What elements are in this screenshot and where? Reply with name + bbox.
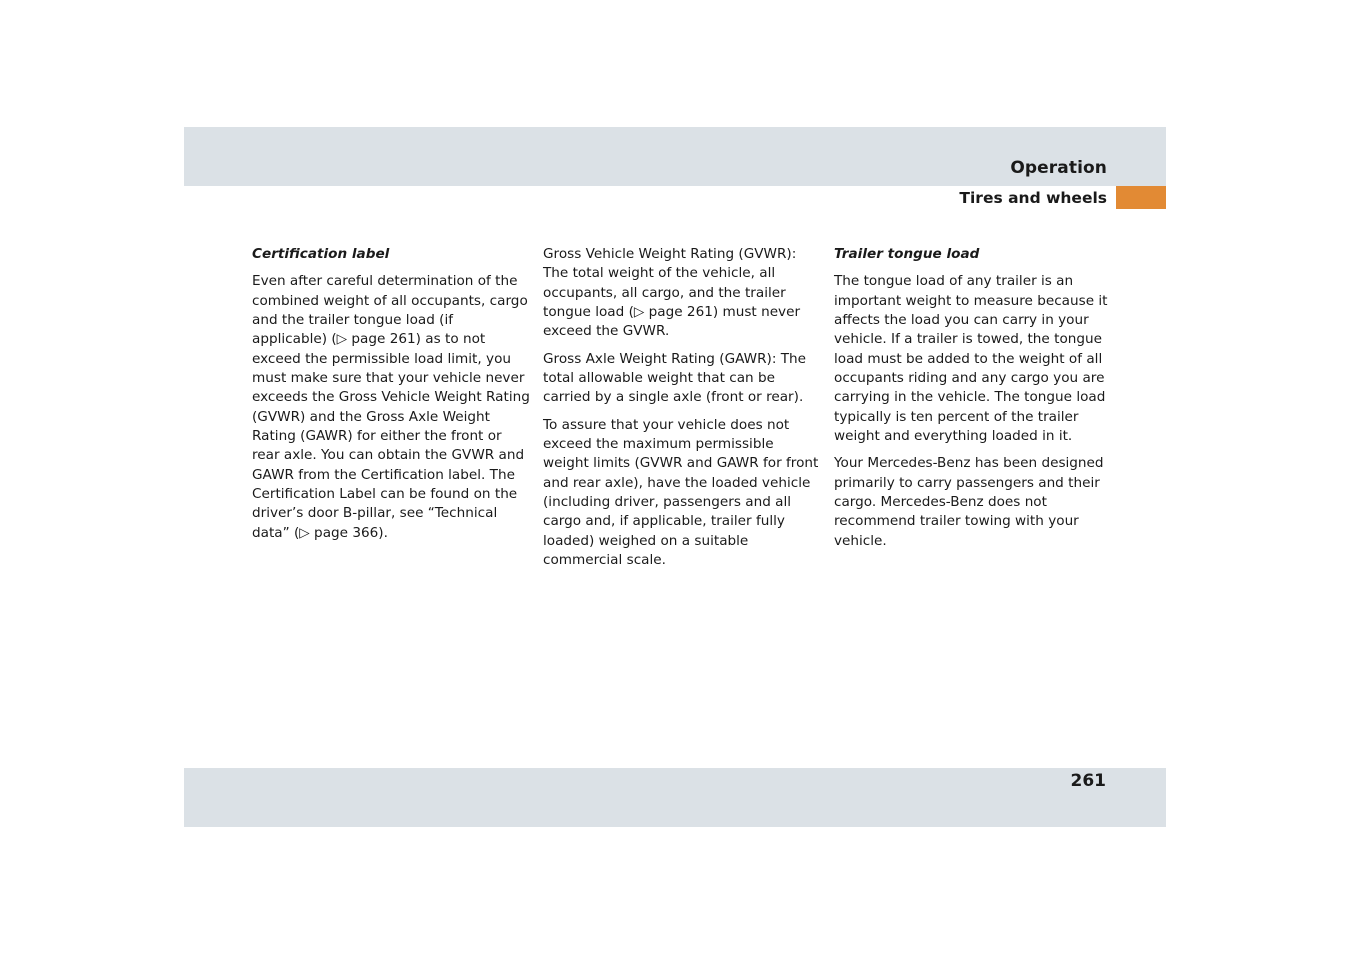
section-tab-marker [1116,186,1166,209]
page-number: 261 [1070,771,1106,791]
column-heading: Certification label [252,246,390,262]
column-heading: Trailer tongue load [834,246,980,262]
paragraph: The tongue load of any trailer is an important weight to measure because it affects the load you can carry in your vehicle. If a trailer is towed, the tongue load must be added to the weight of all occupants riding and any cargo you are carrying in the vehicle. The tongue load typically is ten percent of the trailer weight and everything loaded in it. [834,273,1108,445]
column-certification-label [252,245,530,551]
paragraph: Gross Vehicle Weight Rating (GVWR): The total weight of the vehicle, all occupants, all cargo, and the trailer tongue load (▷ page 261) must never exceed the GVWR. [543,246,801,340]
paragraph: Gross Axle Weight Rating (GAWR): The total allowable weight that can be carried by a single axle (front or rear). [543,350,807,406]
footer-band [184,768,1166,827]
paragraph: Your Mercedes-Benz has been designed primarily to carry passengers and their cargo. Mercedes-Benz does not recommend trailer towing with your vehicle. [834,455,1104,549]
column-trailer-tongue-load [834,245,1112,559]
paragraph: To assure that your vehicle does not exceed the maximum permissible weight limits (GVWR and GAWR for front and rear axle), have the loaded vehicle (including driver, passengers and all cargo and, if applicable, trailer fully loaded) weighed on a suitable commercial scale. [543,416,819,569]
subsection-title: Tires and wheels [959,189,1107,207]
column-weight-ratings [543,245,821,579]
paragraph: Even after careful determination of the combined weight of all occupants, cargo and the trailer tongue load (if applicable) (▷ page 261) as to not exceed the permissible load limit, you must make sure that your vehicle never exceeds the Gross Vehicle Weight Rating (GVWR) and the Gross Axle Weight Rating (GAWR) for either the front or rear axle. You can obtain the GVWR and GAWR from the Certification label. The Certification Label can be found on the driver’s door B-pillar, see “Technical data” (▷ page 366). [252,273,530,541]
section-title: Operation [1010,158,1107,178]
